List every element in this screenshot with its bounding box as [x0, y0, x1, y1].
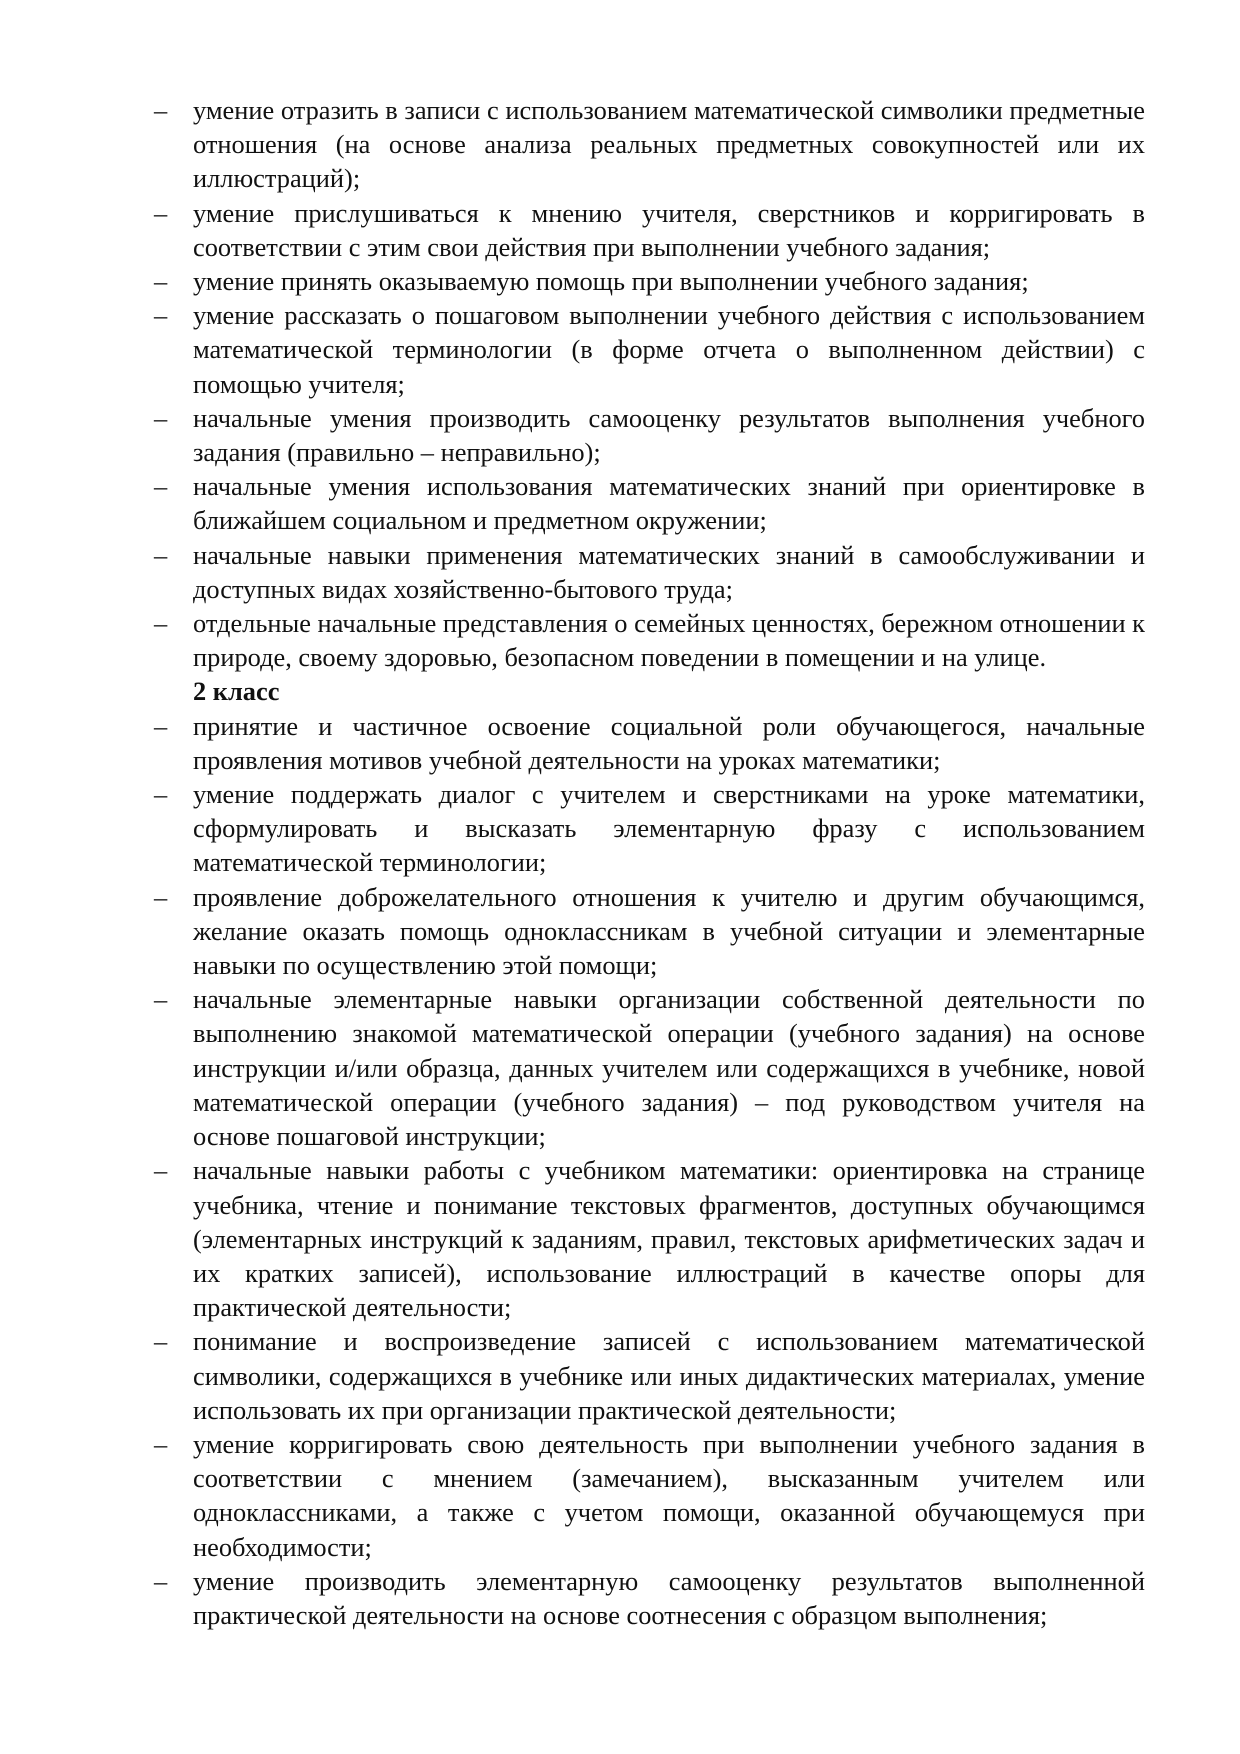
- list-item: [154, 196, 1145, 264]
- dash-bullet: –: [154, 984, 168, 1015]
- list-item-text: начальные элементарные навыки организации собственной деятельности по выполнению знакомой математической операции (учебного задания) на основе инструкции и/или образца, данных учителем или содержащихся в учебнике, новой математической операции (учебного задания) – под руководством учителя на основе пошаговой инструкции;: [193, 984, 1145, 1152]
- dash-bullet: –: [154, 779, 168, 810]
- dash-bullet: –: [154, 608, 168, 639]
- dash-bullet: –: [154, 1326, 168, 1357]
- list-item: [154, 298, 1145, 401]
- list-item-text: отдельные начальные представления о семейных ценностях, бережном отношении к природе, своему здоровью, безопасном поведении в помещении и на улице.: [193, 608, 1145, 673]
- list-item-text: умение производить элементарную самооценку результатов выполненной практической деятельности на основе соотнесения с образцом выполнения;: [193, 1565, 1145, 1630]
- list-item-text: умение отразить в записи с использованием математической символики предметные отношения (на основе анализа реальных предметных совокупностей или их иллюстраций);: [193, 95, 1145, 194]
- list-item: [154, 469, 1145, 537]
- list-item: [154, 709, 1145, 777]
- list-item-text: понимание и воспроизведение записей с использованием математической символики, содержащихся в учебнике или иных дидактических материалах, умение использовать их при организации практической деятельности;: [193, 1326, 1145, 1425]
- list-item-text: умение поддержать диалог с учителем и сверстниками на уроке математики, сформулировать и высказать элементарную фразу с использованием математической терминологии;: [193, 779, 1145, 878]
- list-item: [154, 606, 1145, 674]
- list-item-text: принятие и частичное освоение социальной роли обучающегося, начальные проявления мотивов учебной деятельности на уроках математики;: [193, 710, 1145, 775]
- list-item: [154, 1427, 1145, 1564]
- dash-bullet: –: [154, 402, 168, 433]
- section-heading: 2 класс: [193, 676, 280, 707]
- list-item: [154, 1324, 1145, 1427]
- list-item-text: умение корригировать свою деятельность при выполнении учебного задания в соответствии с мнением (замечанием), высказанным учителем или одноклассниками, а также с учетом помощи, оказанной обучающемуся при необходимости;: [193, 1428, 1145, 1562]
- document-list: [154, 93, 1145, 1632]
- list-item: [154, 401, 1145, 469]
- list-item: [154, 264, 1145, 298]
- list-item-text: начальные навыки применения математических знаний в самообслуживании и доступных видах хозяйственно-бытового труда;: [193, 539, 1145, 604]
- list-item: [154, 982, 1145, 1153]
- list-item: [154, 1564, 1145, 1632]
- list-item: [154, 1153, 1145, 1324]
- list-item-text: начальные умения производить самооценку результатов выполнения учебного задания (правильно – неправильно);: [193, 402, 1145, 468]
- dash-bullet: –: [154, 539, 168, 570]
- list-item: [154, 880, 1145, 983]
- list-item: [154, 777, 1145, 880]
- dash-bullet: –: [154, 266, 168, 297]
- dash-bullet: –: [154, 1565, 168, 1596]
- list-item: [154, 93, 1145, 196]
- list-item-text: умение рассказать о пошаговом выполнении учебного действия с использованием математической терминологии (в форме отчета о выполненном действии) с помощью учителя;: [193, 300, 1145, 399]
- list-item-text: умение принять оказываемую помощь при выполнении учебного задания;: [193, 266, 1029, 297]
- dash-bullet: –: [154, 1155, 168, 1186]
- list-item-text: начальные навыки работы с учебником математики: ориентировка на странице учебника, чтение и понимание текстовых фрагментов, доступных обучающимся (элементарных инструкций к заданиям, правил, текстовых арифметических задач и их кратких записей), использование иллюстраций в качестве опоры для практической деятельности;: [193, 1155, 1145, 1323]
- list-item-text: начальные умения использования математических знаний при ориентировке в ближайшем социальном и предметном окружении;: [193, 471, 1145, 536]
- dash-bullet: –: [154, 197, 168, 228]
- list-item: [154, 538, 1145, 606]
- dash-bullet: –: [154, 300, 168, 331]
- dash-bullet: –: [154, 471, 168, 502]
- dash-bullet: –: [154, 710, 168, 741]
- dash-bullet: –: [154, 95, 168, 125]
- list-item-text: умение прислушиваться к мнению учителя, сверстников и корригировать в соответствии с этим свои действия при выполнении учебного задания;: [193, 197, 1145, 262]
- dash-bullet: –: [154, 1428, 168, 1459]
- list-item-text: проявление доброжелательного отношения к учителю и другим обучающимся, желание оказать помощь одноклассникам в учебной ситуации и элементарные навыки по осуществлению этой помощи;: [193, 881, 1145, 981]
- dash-bullet: –: [154, 881, 168, 912]
